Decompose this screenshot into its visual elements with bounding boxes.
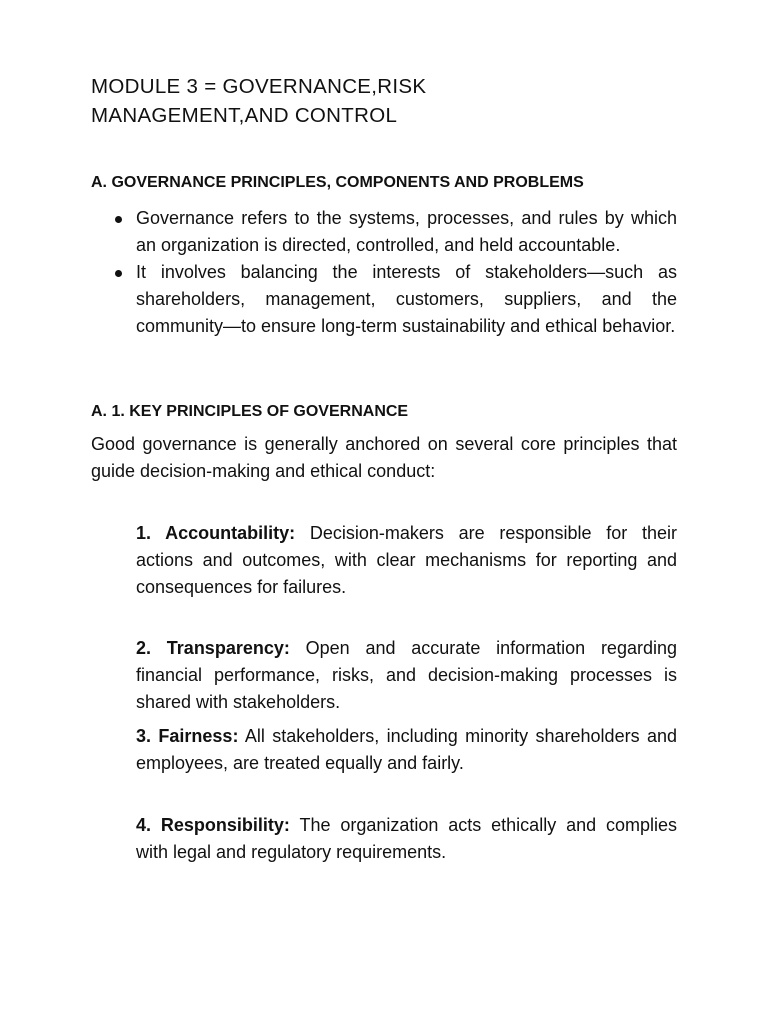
principle-fairness bbox=[136, 723, 677, 777]
principle-label: 1. Accountability: bbox=[136, 523, 296, 543]
module-title-line-2: MANAGEMENT,AND CONTROL bbox=[91, 104, 398, 127]
module-title-line-1: MODULE 3 = GOVERNANCE,RISK bbox=[91, 75, 427, 98]
principle-label: 2. Transparency: bbox=[136, 638, 290, 658]
principle-text: The organization acts ethically and complies with legal and regulatory requirements. bbox=[136, 815, 677, 862]
intro-paragraph: Good governance is generally anchored on several core principles that guide decision-making and ethical conduct: bbox=[91, 434, 677, 481]
principle-transparency bbox=[136, 635, 677, 716]
principle-text: Decision-makers are responsible for their actions and outcomes, with clear mechanisms for reporting and consequences for failures. bbox=[136, 523, 677, 597]
bullet-text: It involves balancing the interests of stakeholders—such as shareholders, management, customers, suppliers, and the community—to ensure long-term sustainability and ethical behavior. bbox=[136, 262, 677, 336]
principle-accountability bbox=[136, 520, 677, 601]
section-a1-heading: A. 1. KEY PRINCIPLES OF GOVERNANCE bbox=[91, 403, 409, 420]
principle-text: Open and accurate information regarding financial performance, risks, and decision-making processes is shared with stakeholders. bbox=[136, 638, 677, 712]
list-item bbox=[91, 259, 677, 340]
list-item bbox=[91, 205, 677, 259]
bullet-icon bbox=[115, 216, 122, 223]
bullet-icon bbox=[115, 270, 122, 277]
principle-label: 4. Responsibility: bbox=[136, 815, 290, 835]
module-title bbox=[91, 72, 691, 130]
governance-bullet-list bbox=[91, 205, 677, 340]
section-a-heading: A. GOVERNANCE PRINCIPLES, COMPONENTS AND PROBLEMS bbox=[91, 174, 584, 191]
principle-text: All stakeholders, including minority shareholders and employees, are treated equally and fairly. bbox=[136, 726, 677, 773]
bullet-text: Governance refers to the systems, processes, and rules by which an organization is directed, controlled, and held accountable. bbox=[136, 208, 677, 255]
principle-label: 3. Fairness: bbox=[136, 726, 239, 746]
principle-responsibility bbox=[136, 812, 677, 866]
